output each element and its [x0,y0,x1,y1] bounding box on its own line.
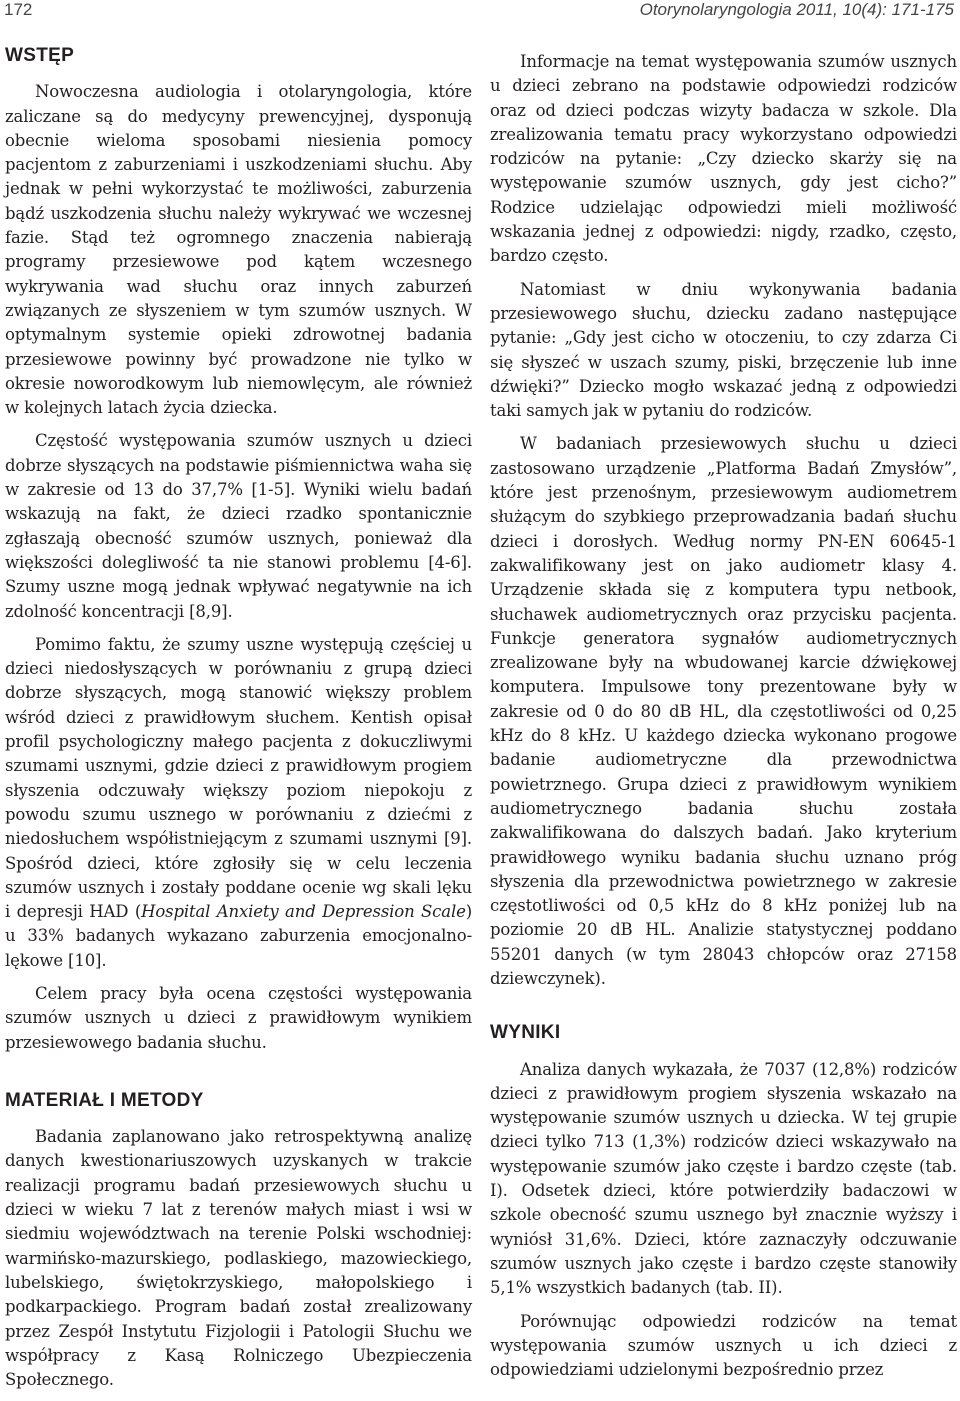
section-title-wstep: WSTĘP [5,45,75,66]
paragraph: Analiza danych wykazała, że 7037 (12,8%) rodziców dzieci z prawidłowym progiem słyszenia wskazało na występowanie szumów usznych u dziecka. W tej grupie dzieci tylko 713 (1,3%) rodziców dzieci wskazywało na występowanie szumów jako częste i bardzo częste (tab. I). Odsetek dzieci, które potwierdziły badaczowi w szkole obecność szumu usznego był znacznie wyższy i wyniósł 31,6%. Dzieci, które zaznaczyły odczuwanie szumów usznych jako częste i bardzo częste stanowiły 5,1% wszystkich badanych (tab. II). [490,1059,957,1298]
paragraph: Częstość występowania szumów usznych u dzieci dobrze słyszących na podstawie piśmiennictwa waha się w zakresie od 13 do 37,7% [1-5]. Wyniki wielu badań wskazują na fakt, że dzieci rzadko spontanicznie zgłaszają obecność szumów usznych, ponieważ dla większości dolegliwość ta nie stanowi problemu [4-6]. Szumy uszne mogą jednak wpływać negatywnie na ich zdolność koncentracji [8,9]. [5,431,472,621]
page-header [0,0,960,28]
text-run: Pomimo faktu, że szumy uszne występują częściej u dzieci niedosłyszących w porównaniu z grupą dzieci dobrze słyszących, mogą stanowić większy problem wśród dzieci z prawidłowym słuchem. Kentish opisał profil psychologiczny małego pacjenta z dokuczliwymi szumami usznymi, gdzie dzieci z prawidłowym progiem słyszenia odczuwały większy poziom niepokoju z powodu szumu usznego w porównaniu z dziećmi z niedosłuchem współistniejącym z szumami usznymi [9]. Spośród dzieci, które zgłosiły się w celu leczenia szumów usznych i zostały poddane ocenie wg skali lęku i depresji HAD ( [5,634,472,922]
journal-citation: Otorynolaryngologia 2011, 10(4): 171-175 [639,0,954,19]
italic-text: Hospital Anxiety and Depression Scale [141,902,466,922]
section-title-metody: MATERIAŁ I METODY [5,1089,204,1111]
paragraph: Informacje na temat występowania szumów usznych u dzieci zebrano na podstawie odpowiedzi rodziców oraz od dzieci podczas wizyty badacza w szkole. Dla zrealizowania tematu pracy wykorzystano odpowiedzi rodziców na pytanie: „Czy dziecko skarży się na występowanie szumów usznych, gdy jest cicho?” Rodzice udzielając odpowiedzi mieli możliwość wskazania jednej z odpowiedzi: nigdy, rzadko, często, bardzo często. [490,52,957,266]
paragraph: W badaniach przesiewowych słuchu u dzieci zastosowano urządzenie „Platforma Badań Zmysłów”, które jest przenośnym, przesiewowym audiometrem służącym do szybkiego przeprowadzania badań słuchu dzieci i dorosłych. Według normy PN-EN 60645-1 zakwalifikowany jest on jako audiometr klasy 4. Urządzenie składa się z komputera typu netbook, słuchawek audiometrycznych oraz przycisku pacjenta. Funkcje generatora sygnałów audiometrycznych zrealizowane były na wbudowanej karcie dźwiękowej komputera. Impulsowe tony prezentowane były w zakresie od 0 do 80 dB HL, dla częstotliwości od 0,25 kHz do 8 kHz. U każdego dziecka wykonano progowe badanie audiometryczne dla przewodnictwa powietrznego. Grupa dzieci z prawidłowym wynikiem audiometrycznego badania słuchu została zakwalifikowana do dalszych badań. Jako kryterium prawidłowego wyniku badania słuchu uznano próg słyszenia dla przewodnictwa powietrznego w zakresie częstotliwości od 0,5 kHz do 8 kHz poniżej lub na poziomie 20 dB HL. Analizie statystycznej poddano 55201 danych (w tym 28043 chłopców oraz 27158 dziewczynek). [490,434,957,988]
paragraph: Porównując odpowiedzi rodziców na temat występowania szumów usznych u ich dzieci z odpowiedziami udzielonymi bezpośrednio przez [490,1311,957,1380]
right-column [490,50,957,1391]
paragraph: Nowoczesna audiologia i otolaryngologia, które zaliczane są do medycyny prewencyjnej, dysponują obecnie wieloma sposobami niesienia pomocy pacjentom z zaburzeniami i uszkodzeniami słuchu. Aby jednak w pełni wykorzystać te możliwości, zaburzenia bądź uszkodzenia słuchu należy wykrywać we wczesnej fazie. Stąd też ogromnego znaczenia nabierają programy przesiewowe pod kątem wczesnego wykrywania wad słuchu oraz innych zaburzeń związanych ze słyszeniem w tym szumów usznych. W optymalnym systemie opieki zdrowotnej badania przesiewowe powinny być prowadzone nie tylko w okresie noworodkowym lub niemowlęcym, ale również w kolejnych latach życia dziecka. [5,82,472,418]
paragraph: Badania zaplanowano jako retrospektywną analizę danych kwestionariuszowych uzyskanych w trakcie realizacji programu badań przesiewowych słuchu u dzieci w wieku 7 lat z terenów małych miast i wsi w siedmiu województwach na terenie Polski wschodniej: warmińsko-mazurskiego, podlaskiego, mazowieckiego, lubelskiego, świętokrzyskiego, małopolskiego i podkarpackiego. Program badań został zrealizowany przez Zespół Instytutu Fizjologii i Patologii Słuchu we współpracy z Kasą Rolniczego Ubezpieczenia Społecznego. [5,1127,472,1390]
page-number: 172 [4,0,33,19]
paragraph: Natomiast w dniu wykonywania badania przesiewowego słuchu, dziecku zadano następujące pytanie: „Gdy jest cicho w otoczeniu, to czy zdarza Ci się słyszeć w uszach szumy, piski, brzęczenie lub inne dźwięki?” Dziecko mogło wskazać jedną z odpowiedzi taki samych jak w pytaniu do rodziców. [490,279,957,421]
left-column [5,44,472,1401]
section-title-wyniki: WYNIKI [490,1022,561,1044]
text-run: ) u 33% badanych wykazano zaburzenia emocjonalno-lękowe [10]. [5,902,472,970]
paragraph [5,633,472,973]
paragraph: Celem pracy była ocena częstości występowania szumów usznych u dzieci z prawidłowym wynikiem przesiewowego badania słuchu. [5,983,472,1052]
